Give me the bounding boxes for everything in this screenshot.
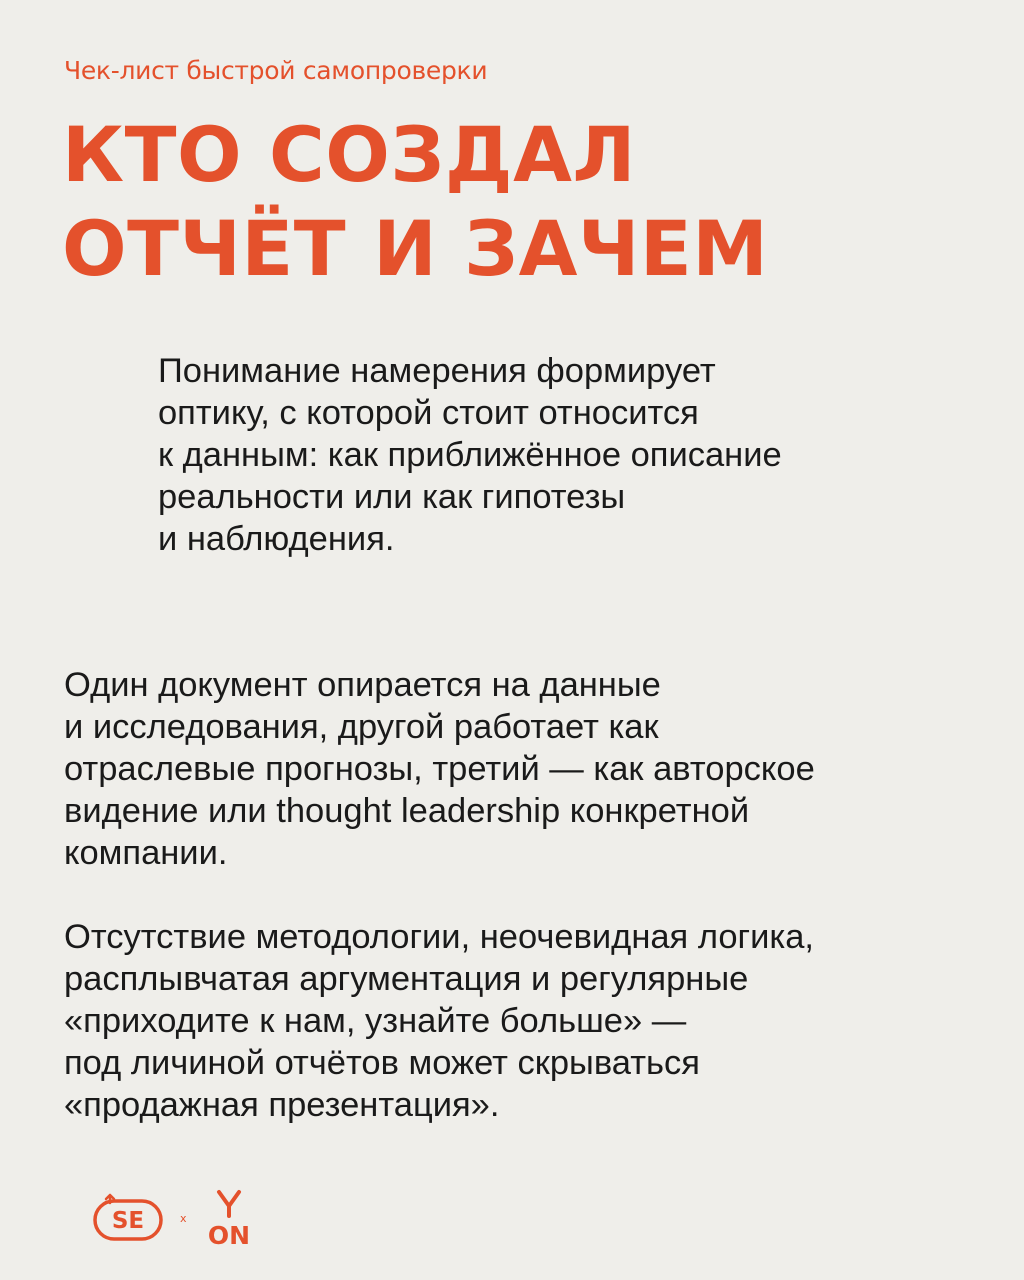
text-line: видение или thought leadership конкретной: [64, 792, 750, 830]
text-line: оптику, с которой стоит относится: [158, 394, 699, 432]
text-line: и исследования, другой работает как: [64, 708, 659, 746]
logo-separator: x: [180, 1211, 187, 1225]
title-line: КТО СОЗДАЛ: [62, 110, 637, 199]
text-line: Один документ опирается на данные: [64, 666, 661, 704]
intro-paragraph: [158, 350, 782, 560]
on-logo-text: ON: [207, 1221, 250, 1250]
text-line: Понимание намерения формирует: [158, 352, 716, 390]
se-logo: [92, 1189, 164, 1247]
warning-paragraph: [64, 916, 814, 1126]
text-line: «приходите к нам, узнайте больше» —: [64, 1002, 687, 1040]
se-logo-text: SE: [111, 1208, 145, 1234]
footer-logos: [92, 1186, 257, 1250]
page-title: [62, 108, 768, 296]
text-line: Отсутствие методологии, неочевидная логика,: [64, 918, 815, 956]
text-line: «продажная презентация».: [64, 1086, 500, 1124]
text-line: и наблюдения.: [158, 520, 395, 558]
text-line: расплывчатая аргументация и регулярные: [64, 960, 749, 998]
kicker-subtitle: Чек-лист быстрой самопроверки: [64, 56, 488, 85]
text-line: к данным: как приближённое описание: [158, 436, 782, 474]
text-line: реальности или как гипотезы: [158, 478, 626, 516]
text-line: компании.: [64, 834, 228, 872]
document-types-paragraph: [64, 664, 815, 874]
text-line: отраслевые прогнозы, третий — как авторское: [64, 750, 815, 788]
title-line: ОТЧЁТ И ЗАЧЕМ: [62, 204, 769, 293]
text-line: под личиной отчётов может скрываться: [64, 1044, 700, 1082]
on-logo: [201, 1186, 257, 1250]
